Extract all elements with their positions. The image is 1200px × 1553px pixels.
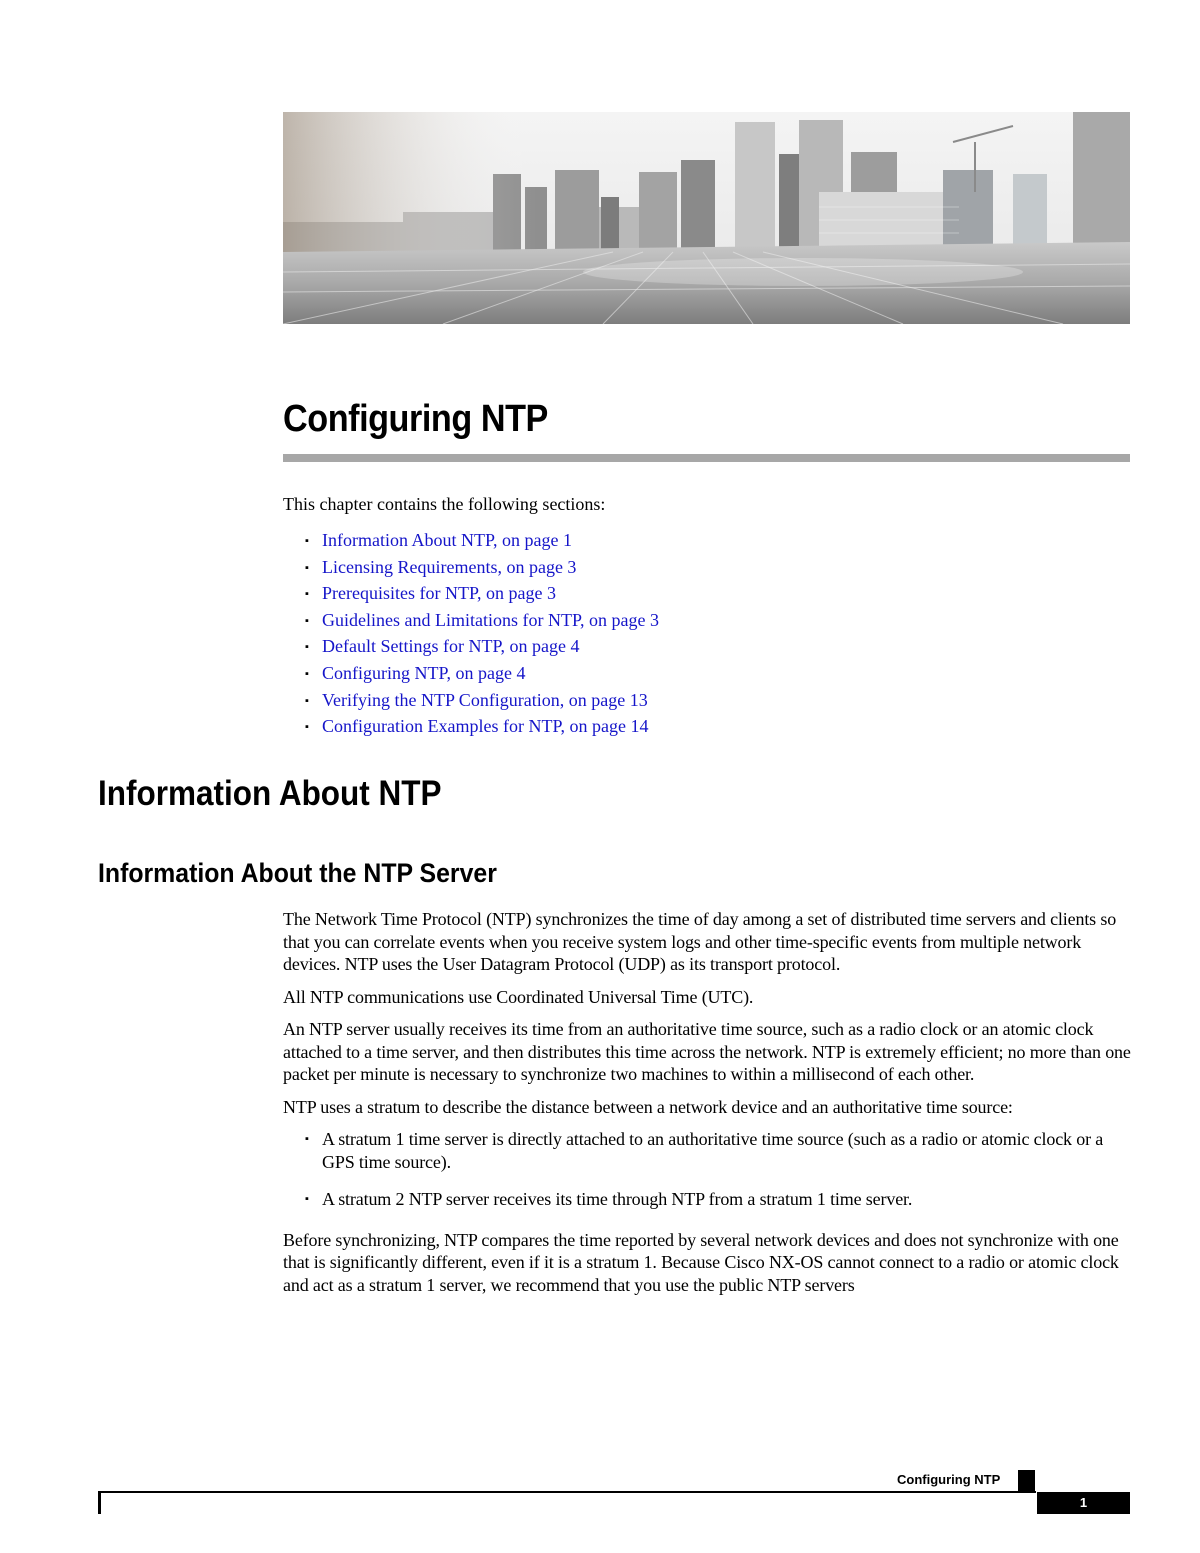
chapter-intro: This chapter contains the following sections: [283,494,606,514]
bullet-icon: ▪ [305,1133,309,1145]
toc-link-configuration-examples[interactable]: Configuration Examples for NTP, on page 14 [322,716,649,737]
section-heading: Information About NTP [98,774,442,813]
toc-link-default-settings[interactable]: Default Settings for NTP, on page 4 [322,636,580,657]
footer-chapter-label: Configuring NTP [897,1472,1001,1487]
stratum-list-item [305,1128,1133,1173]
toc-link-information-about-ntp[interactable]: Information About NTP, on page 1 [322,530,572,550]
bullet-icon: ▪ [305,641,309,654]
bullet-icon: ▪ [305,561,309,574]
stratum-2-text: A stratum 2 NTP server receives its time through NTP from a stratum 1 time server. [322,1189,913,1209]
bullet-icon: ▪ [305,588,309,601]
chapter-banner-image [283,112,1130,324]
toc-link-prerequisites[interactable]: Prerequisites for NTP, on page 3 [322,583,556,604]
body-paragraph: All NTP communications use Coordinated Universal Time (UTC). [283,986,754,1007]
title-rule [283,454,1130,462]
toc-item [305,528,659,555]
bullet-icon: ▪ [305,721,309,734]
toc-item [305,581,659,608]
stratum-list-item [305,1188,1133,1211]
page-number: 1 [1037,1492,1130,1514]
body-paragraph: The Network Time Protocol (NTP) synchronizes the time of day among a set of distributed time servers and clients so that you can correlate events when you receive system logs and other time-specific events from multiple network devices. NTP uses the User Datagram Protocol (UDP) as its transport protocol. [283,909,1117,974]
chapter-title: Configuring NTP [283,398,548,440]
toc-item [305,688,659,715]
toc-item [305,608,659,635]
bullet-icon: ▪ [305,535,309,547]
body-paragraph: NTP uses a stratum to describe the distance between a network device and an authoritative time source: [283,1096,1013,1117]
toc-item [305,714,659,741]
toc-link-configuring-ntp[interactable]: Configuring NTP, on page 4 [322,662,526,683]
stratum-list [283,1128,1133,1211]
toc-list [305,528,659,741]
footer-rule [98,1491,1036,1493]
footer-tick [98,1491,101,1514]
toc-item [305,634,659,661]
bullet-icon: ▪ [305,614,309,627]
footer-marker [1018,1470,1035,1491]
section-body [283,908,1133,1306]
body-paragraph: An NTP server usually receives its time from an authoritative time source, such as a radio clock or an atomic clock attached to a time server, and then distributes this time across the network. NTP is extremely efficient; no more than one packet per minute is necessary to synchronize two machines to within a millisecond of each other. [283,1019,1131,1084]
bullet-icon: ▪ [305,1193,309,1205]
subsection-heading: Information About the NTP Server [98,858,497,888]
body-paragraph: Before synchronizing, NTP compares the time reported by several network devices and does not synchronize with one that is significantly different, even if it is a stratum 1. Because Cisco NX-OS cannot connect to a radio or atomic clock and act as a stratum 1 server, we recommend that you use the public NTP servers [283,1229,1119,1295]
toc-item [305,555,659,582]
bullet-icon: ▪ [305,694,309,707]
toc-link-guidelines-limitations[interactable]: Guidelines and Limitations for NTP, on page 3 [322,609,659,630]
toc-link-licensing-requirements[interactable]: Licensing Requirements, on page 3 [322,556,577,577]
toc-link-verifying-configuration[interactable]: Verifying the NTP Configuration, on page 13 [322,689,648,710]
toc-item [305,661,659,688]
bullet-icon: ▪ [305,667,309,680]
stratum-1-text: A stratum 1 time server is directly attached to an authoritative time source (such as a radio or atomic clock or a GPS time source). [322,1129,1104,1172]
